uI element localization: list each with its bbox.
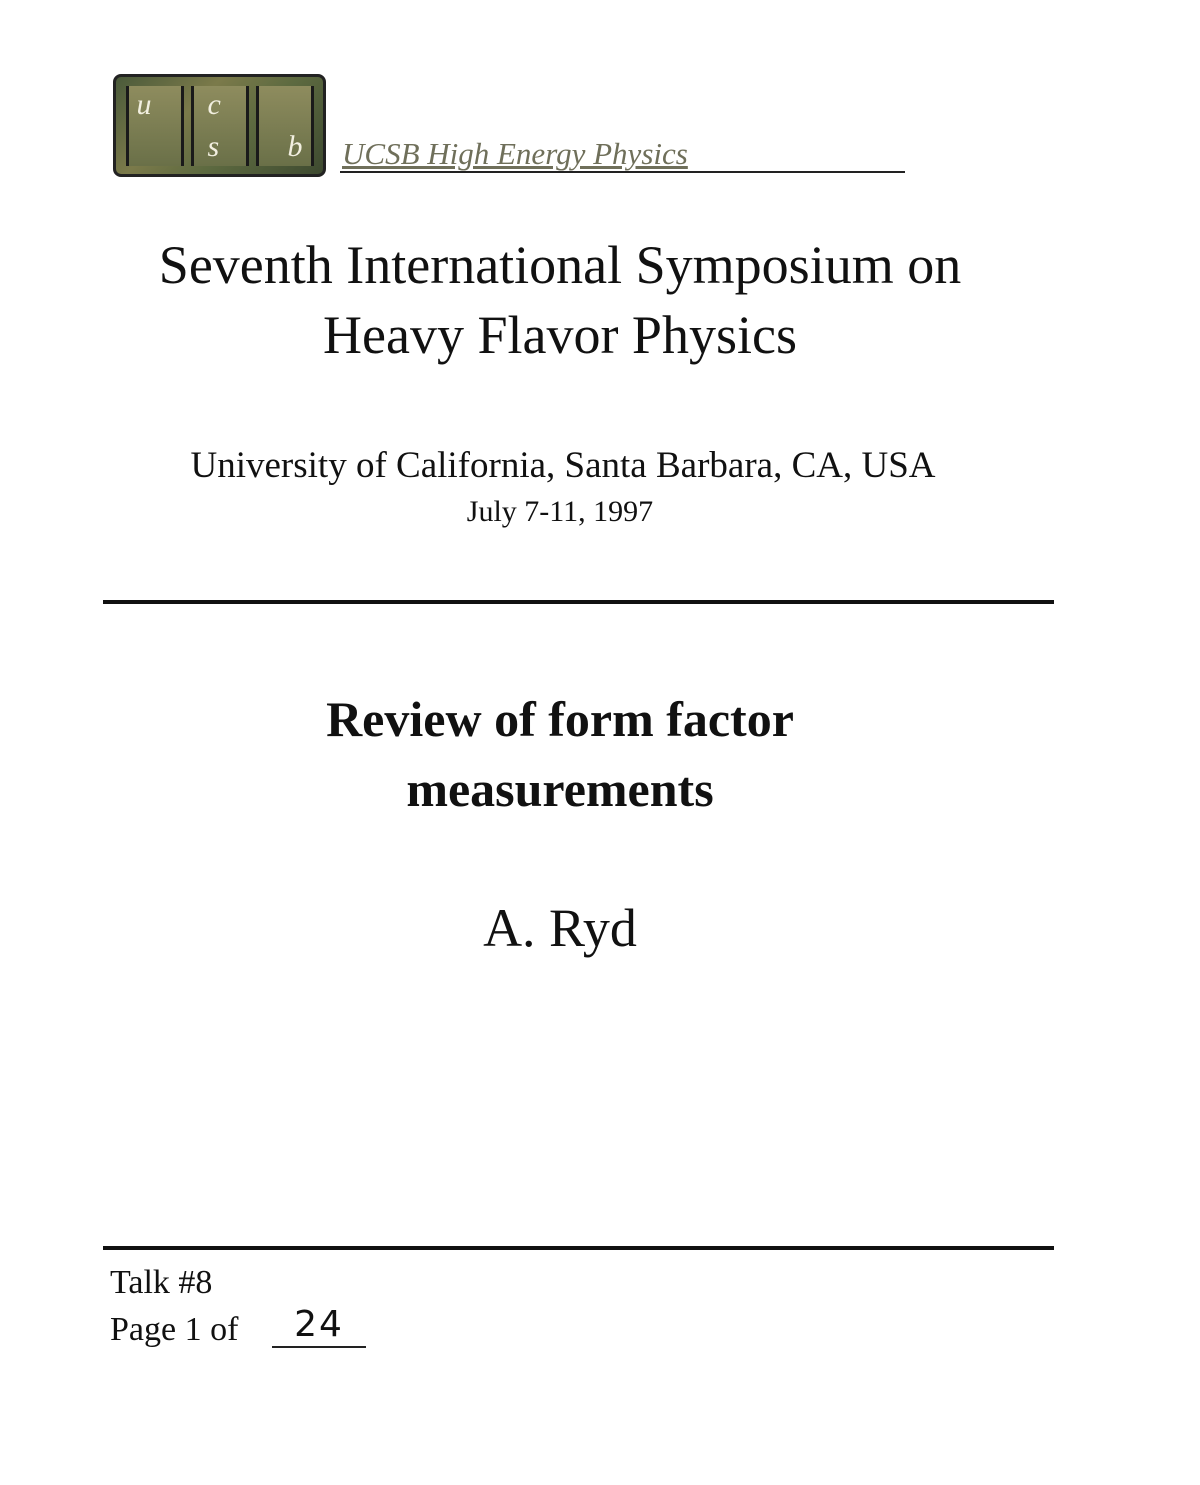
bottom-divider bbox=[103, 1246, 1054, 1250]
logo-cell-u bbox=[126, 86, 184, 166]
symposium-title-line1: Seventh International Symposium on bbox=[158, 235, 962, 295]
symposium-title-line2: Heavy Flavor Physics bbox=[323, 305, 797, 365]
logo-letter-b: b bbox=[287, 129, 303, 163]
page-total-handwritten: 24 bbox=[272, 1302, 366, 1348]
dates: July 7-11, 1997 bbox=[466, 495, 654, 528]
ucsb-logo bbox=[113, 74, 326, 177]
logo-letter-c: c bbox=[207, 87, 221, 121]
page-label: Page 1 of bbox=[110, 1311, 239, 1348]
logo-cell-b bbox=[256, 86, 314, 166]
symposium-title bbox=[0, 230, 1120, 370]
logo-letter-s: s bbox=[207, 129, 220, 163]
talk-title bbox=[0, 684, 1120, 824]
talk-title-line1: Review of form factor bbox=[326, 691, 794, 747]
logo-cell-cs bbox=[191, 86, 249, 166]
venue: University of California, Santa Barbara, CA, USA bbox=[190, 445, 936, 486]
talk-number: Talk #8 bbox=[110, 1264, 213, 1301]
top-divider bbox=[103, 600, 1054, 604]
talk-title-line2: measurements bbox=[406, 761, 714, 817]
logo-letter-u: u bbox=[136, 87, 152, 121]
org-name: UCSB High Energy Physics bbox=[340, 135, 905, 173]
author: A. Ryd bbox=[483, 898, 637, 958]
